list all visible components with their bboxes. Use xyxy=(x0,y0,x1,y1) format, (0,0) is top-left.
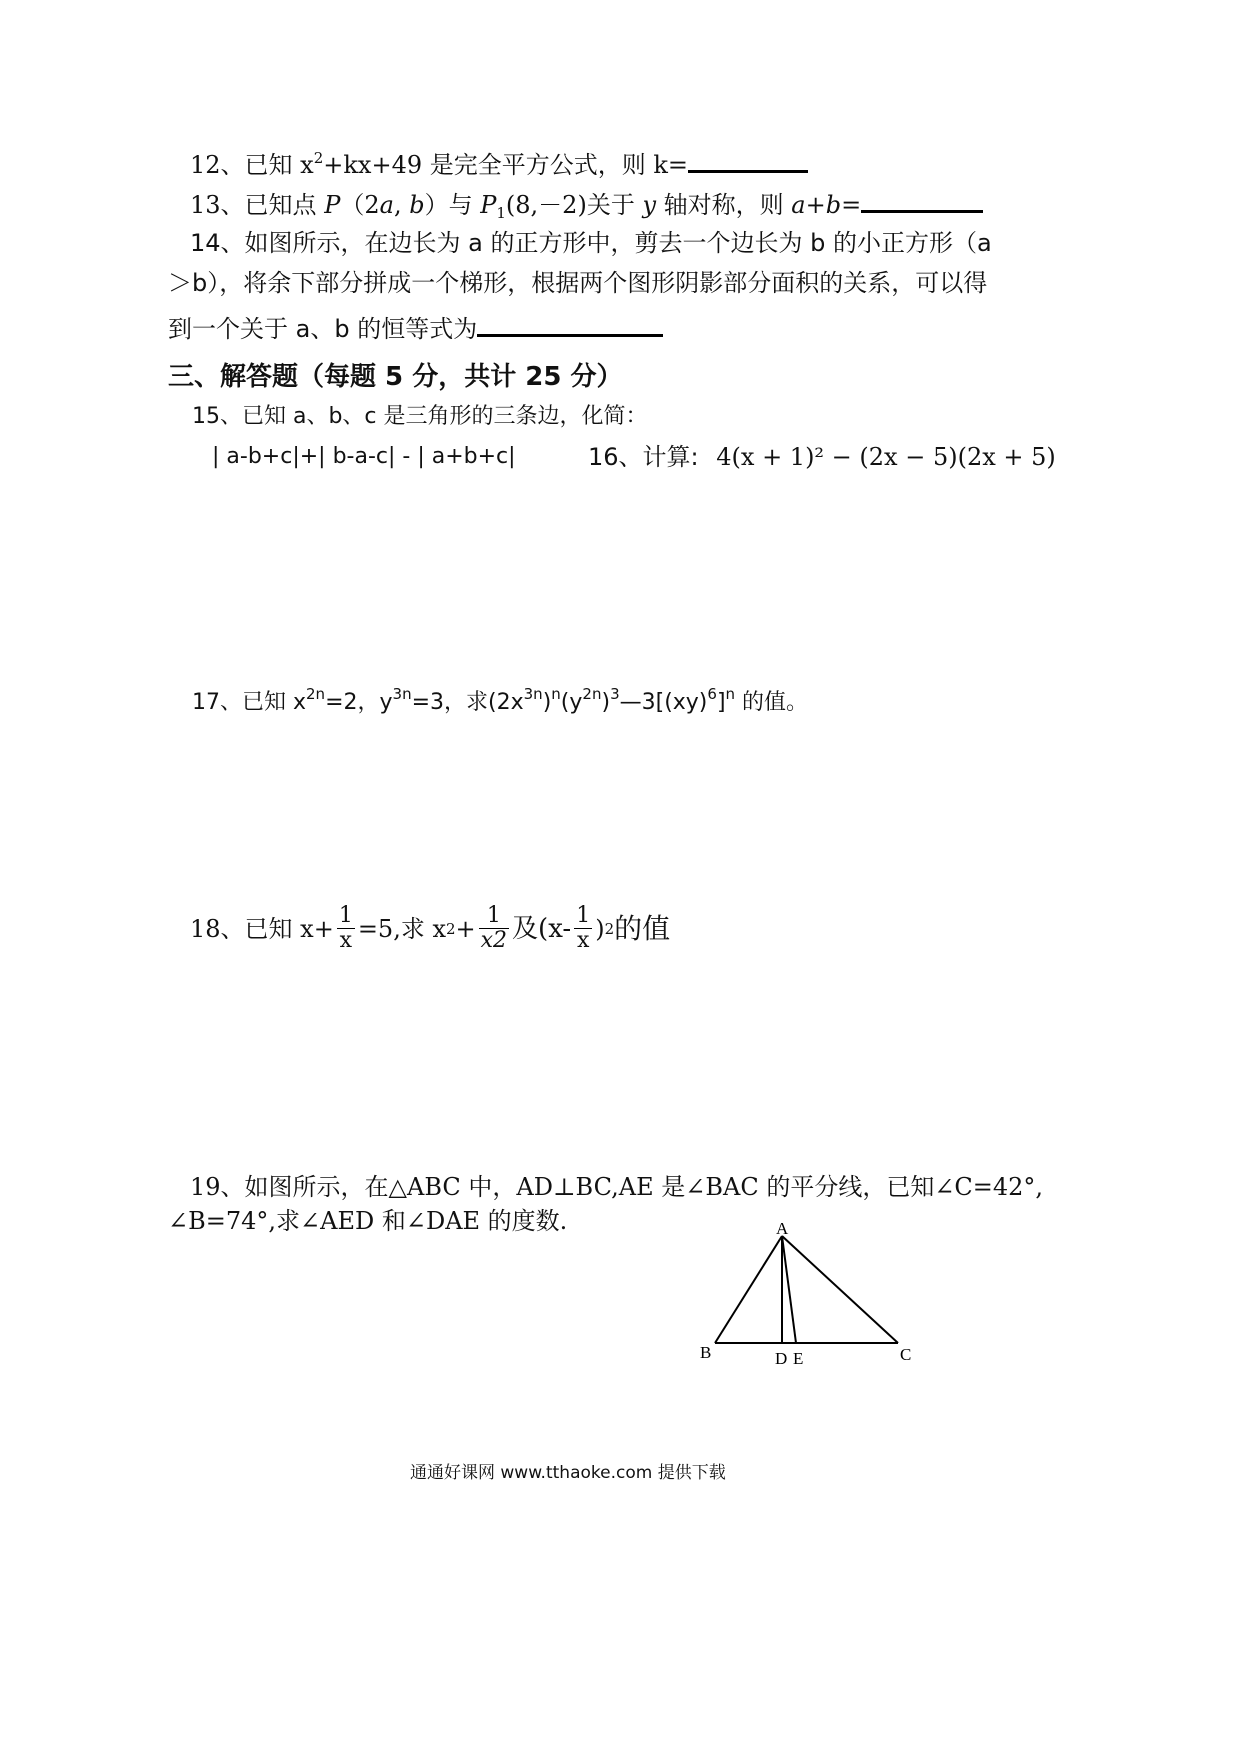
point-label-e: E xyxy=(793,1349,804,1368)
triangle-diagram xyxy=(690,1218,930,1378)
segment-ab xyxy=(715,1236,782,1343)
question-15-expression: | a-b+c|+| b-a-c| - | a+b+c| xyxy=(212,444,516,469)
footer-credit: 通通好课网 www.tthaoke.com 提供下载 xyxy=(410,1463,726,1483)
question-18: 18、已知 x+ $\frac{1}{x}$ =5,求 x 2 + $\frac{1}{x2}$ 及(x- $\frac{1}{x}$ ) 2 的值 xyxy=(190,903,671,953)
question-14-line2: ＞b），将余下部分拼成一个梯形，根据两个图形阴影部分面积的关系，可以得 xyxy=(168,269,988,297)
segment-ac xyxy=(782,1236,898,1343)
fraction-1-over-x-b: $\frac{1}{x}$ xyxy=(576,903,591,953)
point-label-d: D xyxy=(775,1349,788,1368)
fraction-1-over-x2: $\frac{1}{x2}$ xyxy=(480,903,508,953)
segment-ae xyxy=(782,1236,796,1343)
question-19-line1: 19、如图所示，在△ABC 中，AD⊥BC,AE 是∠BAC 的平分线，已知∠C=42°, xyxy=(190,1173,1044,1201)
question-15: 15、已知 a、b、c 是三角形的三条边，化简： xyxy=(192,404,648,429)
question-16-expression: 4(x + 1)² − (2x − 5)(2x + 5) xyxy=(716,443,1056,471)
answer-blank-12[interactable] xyxy=(688,148,808,173)
answer-blank-14[interactable] xyxy=(477,312,663,337)
question-17: 17、已知 $x^{2n}=2$，$y^{3n}=3$，求$(2x^{3n})^n(y^{2n})^3—3[(xy)^6]^n$ 的值。 xyxy=(192,685,809,715)
question-14-line3: 到一个关于 a、b 的恒等式为 xyxy=(168,312,663,344)
answer-blank-13[interactable] xyxy=(861,188,983,213)
question-19-line2: ∠B=74°,求∠AED 和∠DAE 的度数. xyxy=(168,1207,568,1235)
fraction-1-over-x: $\frac{1}{x}$ xyxy=(338,903,353,953)
question-13: 13、已知点 P（2a, b）与 $P_1(8,-2)$关于 y 轴对称，则 a+b= xyxy=(190,188,983,220)
question-12: 12、已知 $x^2+kx+49$ 是完全平方公式，则 k= xyxy=(190,148,808,180)
vertex-label-a: A xyxy=(776,1219,789,1238)
section-heading: 三、解答题（每题 5 分，共计 25 分） xyxy=(168,362,623,392)
vertex-label-b: B xyxy=(700,1343,712,1362)
question-16: 16、计算: 4(x + 1)² − (2x − 5)(2x + 5) xyxy=(588,443,1056,471)
vertex-label-c: C xyxy=(900,1345,912,1364)
question-14-line1: 14、如图所示，在边长为 a 的正方形中，剪去一个边长为 b 的小正方形（a xyxy=(190,229,992,257)
